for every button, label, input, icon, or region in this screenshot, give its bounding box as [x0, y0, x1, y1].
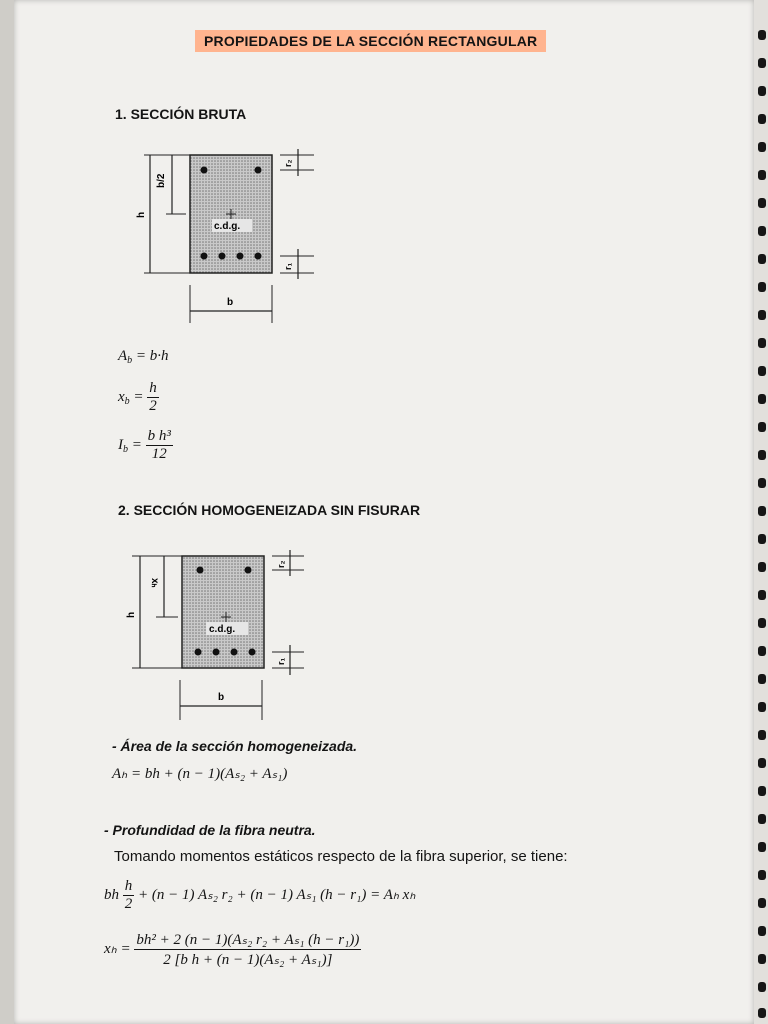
eq-fraction — [147, 380, 159, 415]
binding-hole — [758, 898, 766, 908]
spiral-binding — [754, 0, 768, 1024]
xh-label: xₕ — [149, 578, 160, 588]
bottom-rebar — [237, 253, 244, 260]
binding-hole — [758, 310, 766, 320]
eq-denominator: 2 — [124, 896, 133, 912]
eq-lhs: bh — [104, 886, 119, 903]
binding-hole — [758, 982, 766, 992]
binding-hole — [758, 58, 766, 68]
bottom-rebar — [249, 649, 256, 656]
binding-hole — [758, 422, 766, 432]
binding-hole — [758, 870, 766, 880]
b-label: b — [218, 692, 225, 703]
binding-hole — [758, 842, 766, 852]
binding-hole — [758, 926, 766, 936]
eq-subscript: b — [124, 395, 130, 407]
binding-hole — [758, 506, 766, 516]
binding-hole — [758, 198, 766, 208]
eq-symbol: A — [118, 348, 128, 364]
eq-denominator: 2 [b h + (n − 1)(Aₛ₂ + Aₛ₁)] — [163, 952, 333, 968]
eq-numerator: bh² + 2 (n − 1)(Aₛ₂ r₂ + Aₛ₁ (h − r₁)) — [136, 932, 360, 948]
eq-subscript: b — [127, 355, 133, 366]
homogenized-section-diagram — [120, 548, 310, 726]
binding-hole — [758, 590, 766, 600]
moment-equation — [104, 878, 415, 913]
binding-hole — [758, 702, 766, 712]
binding-hole — [758, 338, 766, 348]
r1-label: r₁ — [276, 657, 286, 665]
binding-hole — [758, 86, 766, 96]
depth-heading: - Profundidad de la fibra neutra. — [104, 822, 316, 838]
gross-area-equation — [118, 348, 169, 366]
r2-label: r₂ — [283, 159, 293, 167]
top-rebar — [197, 567, 204, 574]
cdg-label: c.d.g. — [209, 624, 236, 635]
eq-rhs: = b·h — [135, 348, 169, 364]
bottom-rebar — [213, 649, 220, 656]
h-label: h — [126, 611, 137, 618]
b-label: b — [227, 297, 234, 308]
binding-hole — [758, 170, 766, 180]
binding-hole — [758, 226, 766, 236]
b2-label: b/2 — [156, 173, 167, 188]
binding-hole — [758, 114, 766, 124]
depth-description: Tomando momentos estáticos respecto de la fibra superior, se tiene: — [114, 848, 568, 865]
binding-hole — [758, 142, 766, 152]
binding-hole — [758, 674, 766, 684]
eq-subscript: b — [123, 443, 128, 455]
r1-label: r₁ — [283, 262, 293, 270]
eq-symbol: x — [118, 388, 125, 405]
homogenized-area-equation: Aₕ = bh + (n − 1)(Aₛ₂ + Aₛ₁) — [112, 766, 288, 782]
bottom-rebar — [231, 649, 238, 656]
bottom-rebar — [255, 253, 262, 260]
binding-hole — [758, 282, 766, 292]
eq-numerator: h — [124, 878, 133, 894]
binding-hole — [758, 450, 766, 460]
gross-centroid-equation — [118, 380, 159, 415]
page-title: PROPIEDADES DE LA SECCIÓN RECTANGULAR — [195, 30, 546, 52]
eq-fraction — [134, 930, 361, 969]
bottom-rebar — [219, 253, 226, 260]
binding-hole — [758, 786, 766, 796]
eq-equals: = — [133, 388, 144, 405]
binding-hole — [758, 618, 766, 628]
top-rebar — [201, 167, 208, 174]
eq-rest: + (n − 1) Aₛ₂ r₂ + (n − 1) Aₛ₁ (h − r₁) = Aₕ xₕ — [138, 886, 416, 903]
eq-equals: = — [131, 436, 142, 453]
eq-numerator: b h³ — [147, 428, 171, 444]
binding-hole — [758, 562, 766, 572]
section1-heading: 1. SECCIÓN BRUTA — [115, 106, 247, 122]
neutral-axis-equation — [104, 930, 361, 969]
binding-hole — [758, 478, 766, 488]
binding-hole — [758, 30, 766, 40]
gross-inertia-equation — [118, 428, 173, 463]
top-rebar — [245, 567, 252, 574]
bottom-rebar — [195, 649, 202, 656]
bottom-rebar — [201, 253, 208, 260]
top-rebar — [255, 167, 262, 174]
binding-hole — [758, 954, 766, 964]
area-heading: - Área de la sección homogeneizada. — [112, 738, 358, 754]
binding-hole — [758, 730, 766, 740]
binding-hole — [758, 814, 766, 824]
eq-lhs: xₕ = — [104, 940, 131, 957]
h-label: h — [136, 211, 147, 218]
eq-symbol: I — [118, 436, 123, 453]
binding-hole — [758, 646, 766, 656]
binding-hole — [758, 394, 766, 404]
binding-hole — [758, 366, 766, 376]
r2-label: r₂ — [276, 560, 286, 568]
eq-denominator: 2 — [149, 398, 157, 414]
binding-hole — [758, 1008, 766, 1018]
binding-hole — [758, 534, 766, 544]
eq-denominator: 12 — [151, 446, 167, 462]
binding-hole — [758, 758, 766, 768]
eq-fraction — [123, 878, 135, 913]
eq-numerator: h — [149, 380, 157, 396]
eq-fraction — [146, 428, 173, 463]
cdg-label: c.d.g. — [214, 221, 241, 232]
gross-section-diagram — [130, 145, 320, 325]
binding-hole — [758, 254, 766, 264]
section2-heading: 2. SECCIÓN HOMOGENEIZADA SIN FISURAR — [118, 502, 421, 518]
